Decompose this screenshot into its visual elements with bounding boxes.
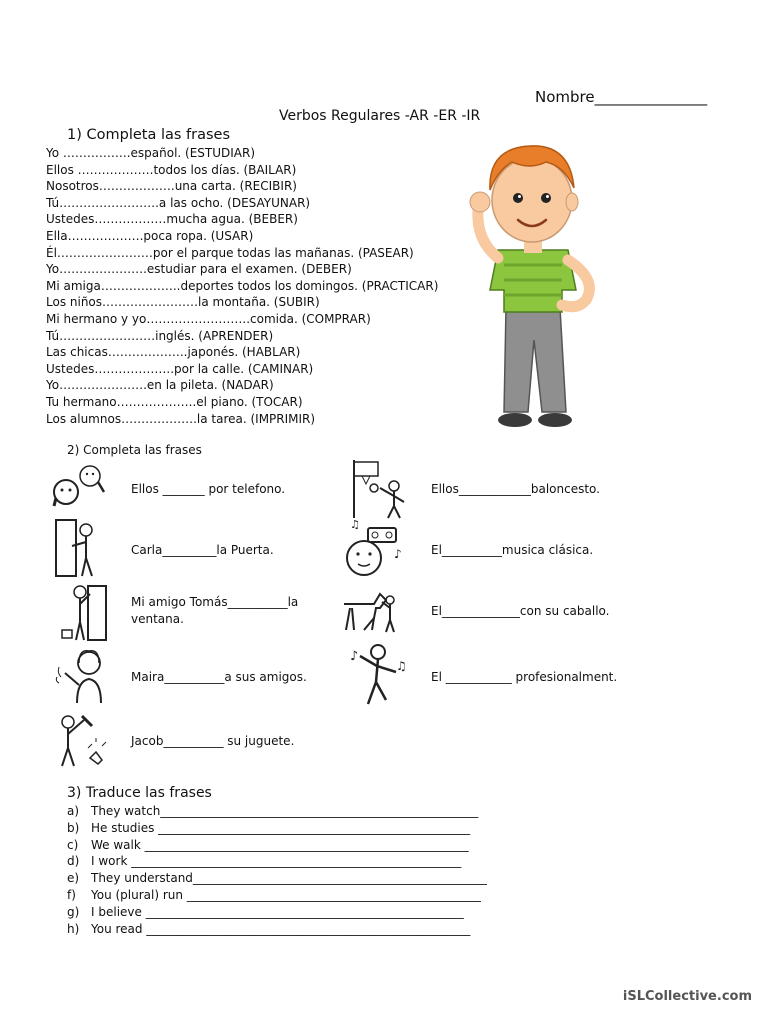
item-marker: c) (67, 837, 79, 852)
exercise-left-2: Carla_________la Puerta. (131, 543, 274, 557)
item-text: They watch_____________________________________________________ (91, 804, 479, 818)
item-text: He studies ____________________________________________________ (91, 820, 471, 835)
dancer-icon (346, 640, 410, 706)
exercise-right-2: El__________musica clásica. (431, 543, 594, 557)
sentence-line: Ustedes………………..por la calle. (CAMINAR) (46, 361, 314, 376)
sentence-line: Nosotros……………….una carta. (RECIBIR) (46, 179, 297, 194)
horse-icon (340, 590, 400, 634)
nombre-label: Nombre_______________ (535, 88, 708, 106)
exercise-right-1: Ellos____________baloncesto. (431, 482, 600, 496)
section1-heading: 1) Completa las frases (67, 127, 231, 143)
section2-heading: 2) Completa las frases (67, 443, 202, 457)
section1-list (46, 145, 438, 427)
sentence-line: Ustedes………………mucha agua. (BEBER) (46, 212, 298, 227)
translation-list (67, 803, 487, 937)
item-text: I believe _____________________________________________________ (91, 904, 464, 919)
basketball-icon (348, 458, 408, 520)
boy-illustration (458, 140, 608, 435)
svg-text:♫: ♫ (396, 659, 407, 673)
item-marker: h) (67, 921, 80, 936)
sentence-line: Yo………………….en la pileta. (NADAR) (46, 378, 274, 393)
item-marker: g) (67, 904, 80, 919)
svg-text:♪: ♪ (394, 547, 402, 561)
translation-item (67, 837, 487, 854)
translation-item (67, 887, 487, 904)
sentence-line: Ella……………….poca ropa. (USAR) (46, 228, 254, 243)
sentence-line: Yo ……………..español. (ESTUDIAR) (46, 146, 256, 160)
translation-item (67, 921, 487, 938)
sentence-line: Las chicas………………..japonés. (HABLAR) (46, 345, 301, 360)
exercise-left-1: Ellos _______ por telefono. (131, 482, 286, 496)
sentence-line: Él……………………por el parque todas las mañanas. (PASEAR) (46, 245, 414, 260)
door-icon (52, 518, 104, 578)
sentence-line: Yo………………….estudiar para el examen. (DEBER) (46, 262, 352, 277)
music-listen-icon (342, 518, 406, 580)
item-marker: a) (67, 804, 80, 818)
waving-girl-icon (55, 647, 111, 705)
translation-item (67, 904, 487, 921)
worksheet-title: Verbos Regulares -AR -ER -IR (279, 108, 481, 124)
translation-item (67, 803, 487, 820)
sentence-line: Los niños……………………la montaña. (SUBIR) (46, 295, 320, 310)
translation-item (67, 820, 487, 837)
translation-item (67, 870, 487, 887)
sentence-line: Mi amiga………………..deportes todos los domingos. (PRACTICAR) (46, 278, 439, 293)
item-text: We walk ______________________________________________________ (91, 837, 469, 852)
item-marker: f) (67, 887, 76, 902)
svg-text:♫: ♫ (350, 518, 360, 531)
item-marker: b) (67, 820, 80, 835)
item-marker: e) (67, 871, 80, 886)
item-text: You read ______________________________________________________ (91, 921, 471, 936)
sentence-line: Tú……………………inglés. (APRENDER) (46, 328, 274, 343)
sentence-line: Tu hermano………………..el piano. (TOCAR) (46, 394, 303, 409)
item-text: They understand_________________________________________________ (91, 871, 487, 886)
window-clean-icon (60, 580, 110, 642)
sentence-line: Los alumnos……………….la tarea. (IMPRIMIR) (46, 411, 316, 426)
exercise-right-4: El ___________ profesionalment. (431, 670, 618, 684)
item-text: I work _______________________________________________________ (91, 854, 462, 869)
svg-text:♪: ♪ (350, 649, 359, 664)
item-text: You (plural) run _________________________________________________ (91, 887, 481, 902)
translation-item (67, 853, 487, 870)
item-marker: d) (67, 854, 80, 869)
exercise-left-5: Jacob__________ su juguete. (131, 734, 295, 748)
sentence-line: Tú…………………….a las ocho. (DESAYUNAR) (46, 195, 311, 210)
sentence-line: Ellos ……………….todos los días. (BAILAR) (46, 162, 297, 177)
exercise-left-4: Maira__________a sus amigos. (131, 670, 307, 684)
brand-watermark: iSLCollective.com (622, 989, 752, 1004)
exercise-left-3a: Mi amigo Tomás__________la (131, 595, 299, 609)
phone-talk-icon (48, 462, 110, 508)
broken-toy-icon (52, 712, 112, 768)
sentence-line: Mi hermano y yo……………………..comida. (COMPRAR) (46, 311, 371, 326)
exercise-left-3b: ventana. (131, 612, 184, 626)
section3-heading: 3) Traduce las frases (67, 785, 212, 801)
exercise-right-3: El_____________con su caballo. (431, 604, 610, 618)
